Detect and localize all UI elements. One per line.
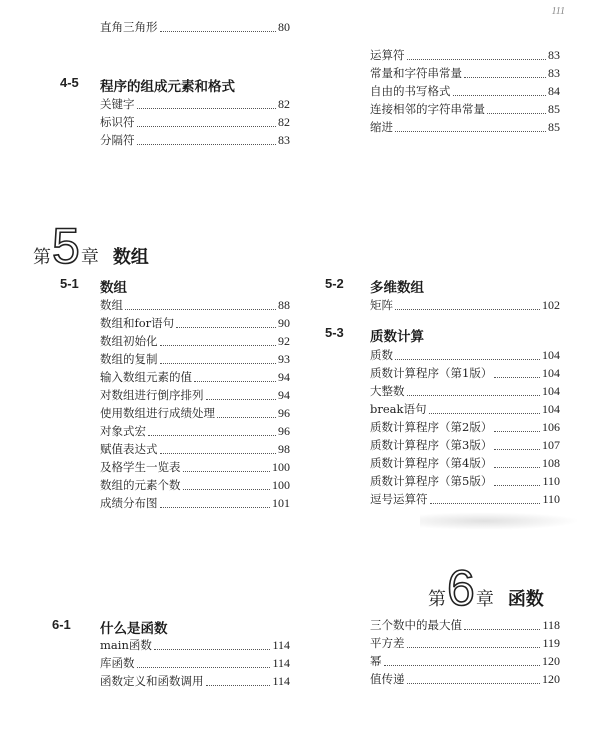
toc-entry-title: break语句 [370,402,427,416]
toc-entry[interactable] [370,472,560,491]
toc-entry-page: 80 [278,20,290,34]
toc-entry-page: 104 [542,384,560,398]
toc-entry[interactable] [100,131,290,150]
toc-entry[interactable] [370,296,560,315]
toc-entry-title: 输入数组元素的值 [100,370,192,384]
toc-entry-page: 84 [548,84,560,98]
toc-entry[interactable] [100,314,290,333]
toc-entry-title: 矩阵 [370,298,393,312]
toc-entry-title: 平方差 [370,636,405,650]
dot-leader [494,376,540,378]
toc-entry[interactable] [370,616,560,635]
section-number-5-1: 5-1 [60,276,79,291]
toc-entry-page: 104 [542,348,560,362]
dot-leader [176,326,276,328]
toc-entry-title: 三个数中的最大值 [370,618,462,632]
toc-entry-title: 成绩分布图 [100,496,158,510]
toc-entry-page: 88 [278,298,290,312]
toc-entry-title: 逗号运算符 [370,492,428,506]
dot-leader [407,394,541,396]
toc-entry-title: 缩进 [370,120,393,134]
toc-entry-title: 连接相邻的字符串常量 [370,102,485,116]
dot-leader [395,358,540,360]
toc-entry[interactable] [100,350,290,369]
toc-entry-page: 114 [272,638,290,652]
toc-entry[interactable] [100,654,290,673]
toc-entry-page: 118 [542,618,560,632]
toc-entry-page: 92 [278,334,290,348]
toc-entry[interactable] [100,332,290,351]
toc-entry-title: 数组的元素个数 [100,478,181,492]
toc-entry[interactable] [370,382,560,401]
dot-leader [453,94,547,96]
toc-entry[interactable] [370,454,560,473]
dot-leader [125,308,276,310]
dot-leader [206,684,271,686]
chapter-prefix: 第 [33,247,51,268]
dot-leader [183,470,271,472]
dot-leader [160,452,277,454]
toc-entry-page: 83 [548,48,560,62]
toc-entry-page: 94 [278,370,290,384]
toc-entry-page: 110 [542,474,560,488]
chapter-prefix: 第 [428,589,446,610]
toc-entry[interactable] [100,440,290,459]
section-number-5-2: 5-2 [325,276,344,291]
toc-entry[interactable] [370,436,560,455]
toc-entry-title: 数组初始化 [100,334,158,348]
toc-entry[interactable] [100,422,290,441]
dot-leader [160,506,271,508]
toc-entry-page: 106 [542,420,560,434]
toc-entry[interactable] [370,64,560,83]
toc-entry[interactable] [100,386,290,405]
toc-entry-page: 108 [542,456,560,470]
toc-entry-title: 数组和for语句 [100,316,175,330]
dot-leader [464,628,540,630]
toc-entry-page: 83 [548,66,560,80]
dot-leader [183,488,271,490]
section-title-6-1: 什么是函数 [100,621,168,637]
toc-entry-title: 质数计算程序（第2版） [370,420,493,434]
dot-leader [160,30,277,32]
page-number: 111 [551,6,565,17]
toc-entry-title: 关键字 [100,97,135,111]
toc-entry[interactable] [100,636,290,655]
toc-entry-title: 质数计算程序（第5版） [370,474,493,488]
toc-entry-page: 93 [278,352,290,366]
toc-entry[interactable] [370,670,560,689]
chapter-suffix: 章 [80,247,99,268]
chapter-number: 5 [52,218,80,274]
dot-leader [154,648,271,650]
dot-leader [407,58,547,60]
dot-leader [137,143,277,145]
toc-entry[interactable] [370,490,560,509]
section-title-5-3: 质数计算 [370,329,424,345]
toc-entry-title: 分隔符 [100,133,135,147]
toc-entry-title: 常量和字符串常量 [370,66,462,80]
toc-entry-title: 标识符 [100,115,135,129]
chapter-title: 函数 [507,589,544,610]
toc-entry-title: 库函数 [100,656,135,670]
dot-leader [217,416,276,418]
dot-leader [137,125,277,127]
toc-entry-page: 114 [272,656,290,670]
toc-entry[interactable] [100,296,290,315]
dot-leader [384,664,541,666]
toc-entry-page: 120 [542,672,560,686]
toc-entry-page: 83 [278,133,290,147]
dot-leader [494,484,540,486]
chapter-6-heading [428,560,544,616]
toc-entry-page: 98 [278,442,290,456]
toc-entry[interactable] [370,118,560,137]
section-title-5-2: 多维数组 [370,280,424,296]
toc-entry-page: 90 [278,316,290,330]
toc-entry-title: main函数 [100,638,152,652]
dot-leader [137,666,271,668]
dot-leader [494,448,540,450]
dot-leader [194,380,276,382]
toc-entry-page: 104 [542,366,560,380]
toc-entry-title: 对数组进行倒序排列 [100,388,204,402]
toc-entry-title: 直角三角形 [100,20,158,34]
dot-leader [395,130,546,132]
dot-leader [160,344,277,346]
section-title-4-5: 程序的组成元素和格式 [100,79,235,95]
dot-leader [487,112,546,114]
toc-entry[interactable] [100,458,290,477]
toc-entry[interactable] [370,46,560,65]
dot-leader [494,466,540,468]
toc-entry[interactable] [370,634,560,653]
toc-entry-page: 101 [272,496,290,510]
toc-entry-title: 值传递 [370,672,405,686]
toc-entry-title: 使用数组进行成绩处理 [100,406,215,420]
section-title-5-1: 数组 [100,280,127,296]
toc-entry-title: 质数 [370,348,393,362]
toc-entry-title: 自由的书写格式 [370,84,451,98]
toc-entry[interactable] [100,672,290,691]
toc-entry-page: 96 [278,406,290,420]
toc-entry[interactable] [100,95,290,114]
toc-entry-page: 100 [272,478,290,492]
toc-entry-title: 幂 [370,654,382,668]
chapter-suffix: 章 [475,589,494,610]
toc-entry[interactable] [370,418,560,437]
toc-entry[interactable] [100,113,290,132]
dot-leader [407,682,541,684]
toc-entry-page: 104 [542,402,560,416]
toc-entry-page: 114 [272,674,290,688]
section-number-6-1: 6-1 [52,617,71,632]
toc-entry[interactable] [370,364,560,383]
toc-entry-page: 94 [278,388,290,402]
toc-entry-page: 119 [542,636,560,650]
toc-entry-title: 及格学生一览表 [100,460,181,474]
dot-leader [148,434,276,436]
dot-leader [464,76,546,78]
toc-entry[interactable] [100,476,290,495]
dot-leader [429,412,541,414]
dot-leader [494,430,540,432]
dot-leader [137,107,277,109]
toc-entry-title: 质数计算程序（第1版） [370,366,493,380]
scan-smudge [420,512,580,530]
toc-entry[interactable] [370,346,560,365]
toc-entry-page: 107 [542,438,560,452]
toc-entry[interactable] [370,400,560,419]
toc-entry-title: 赋值表达式 [100,442,158,456]
toc-entry-title: 数组的复制 [100,352,158,366]
toc-entry[interactable] [100,404,290,423]
chapter-title: 数组 [112,247,149,268]
toc-entry-title: 运算符 [370,48,405,62]
toc-entry[interactable] [100,18,290,37]
dot-leader [206,398,277,400]
toc-entry-page: 110 [542,492,560,506]
toc-entry-page: 85 [548,102,560,116]
toc-entry-page: 96 [278,424,290,438]
toc-entry-title: 对象式宏 [100,424,146,438]
toc-entry-page: 82 [278,115,290,129]
toc-entry-page: 100 [272,460,290,474]
toc-entry-page: 120 [542,654,560,668]
toc-entry-title: 大整数 [370,384,405,398]
toc-entry[interactable] [370,652,560,671]
toc-entry-title: 数组 [100,298,123,312]
dot-leader [395,308,540,310]
dot-leader [430,502,541,504]
toc-entry-title: 函数定义和函数调用 [100,674,204,688]
toc-entry-page: 82 [278,97,290,111]
dot-leader [160,362,277,364]
toc-entry[interactable] [370,82,560,101]
chapter-5-heading [33,218,149,274]
toc-entry-page: 85 [548,120,560,134]
section-number-5-3: 5-3 [325,325,344,340]
dot-leader [407,646,541,648]
toc-entry[interactable] [370,100,560,119]
toc-entry-page: 102 [542,298,560,312]
chapter-number: 6 [447,560,475,616]
toc-entry-title: 质数计算程序（第4版） [370,456,493,470]
toc-entry-title: 质数计算程序（第3版） [370,438,493,452]
toc-entry[interactable] [100,368,290,387]
toc-entry[interactable] [100,494,290,513]
section-number-4-5: 4-5 [60,75,79,90]
